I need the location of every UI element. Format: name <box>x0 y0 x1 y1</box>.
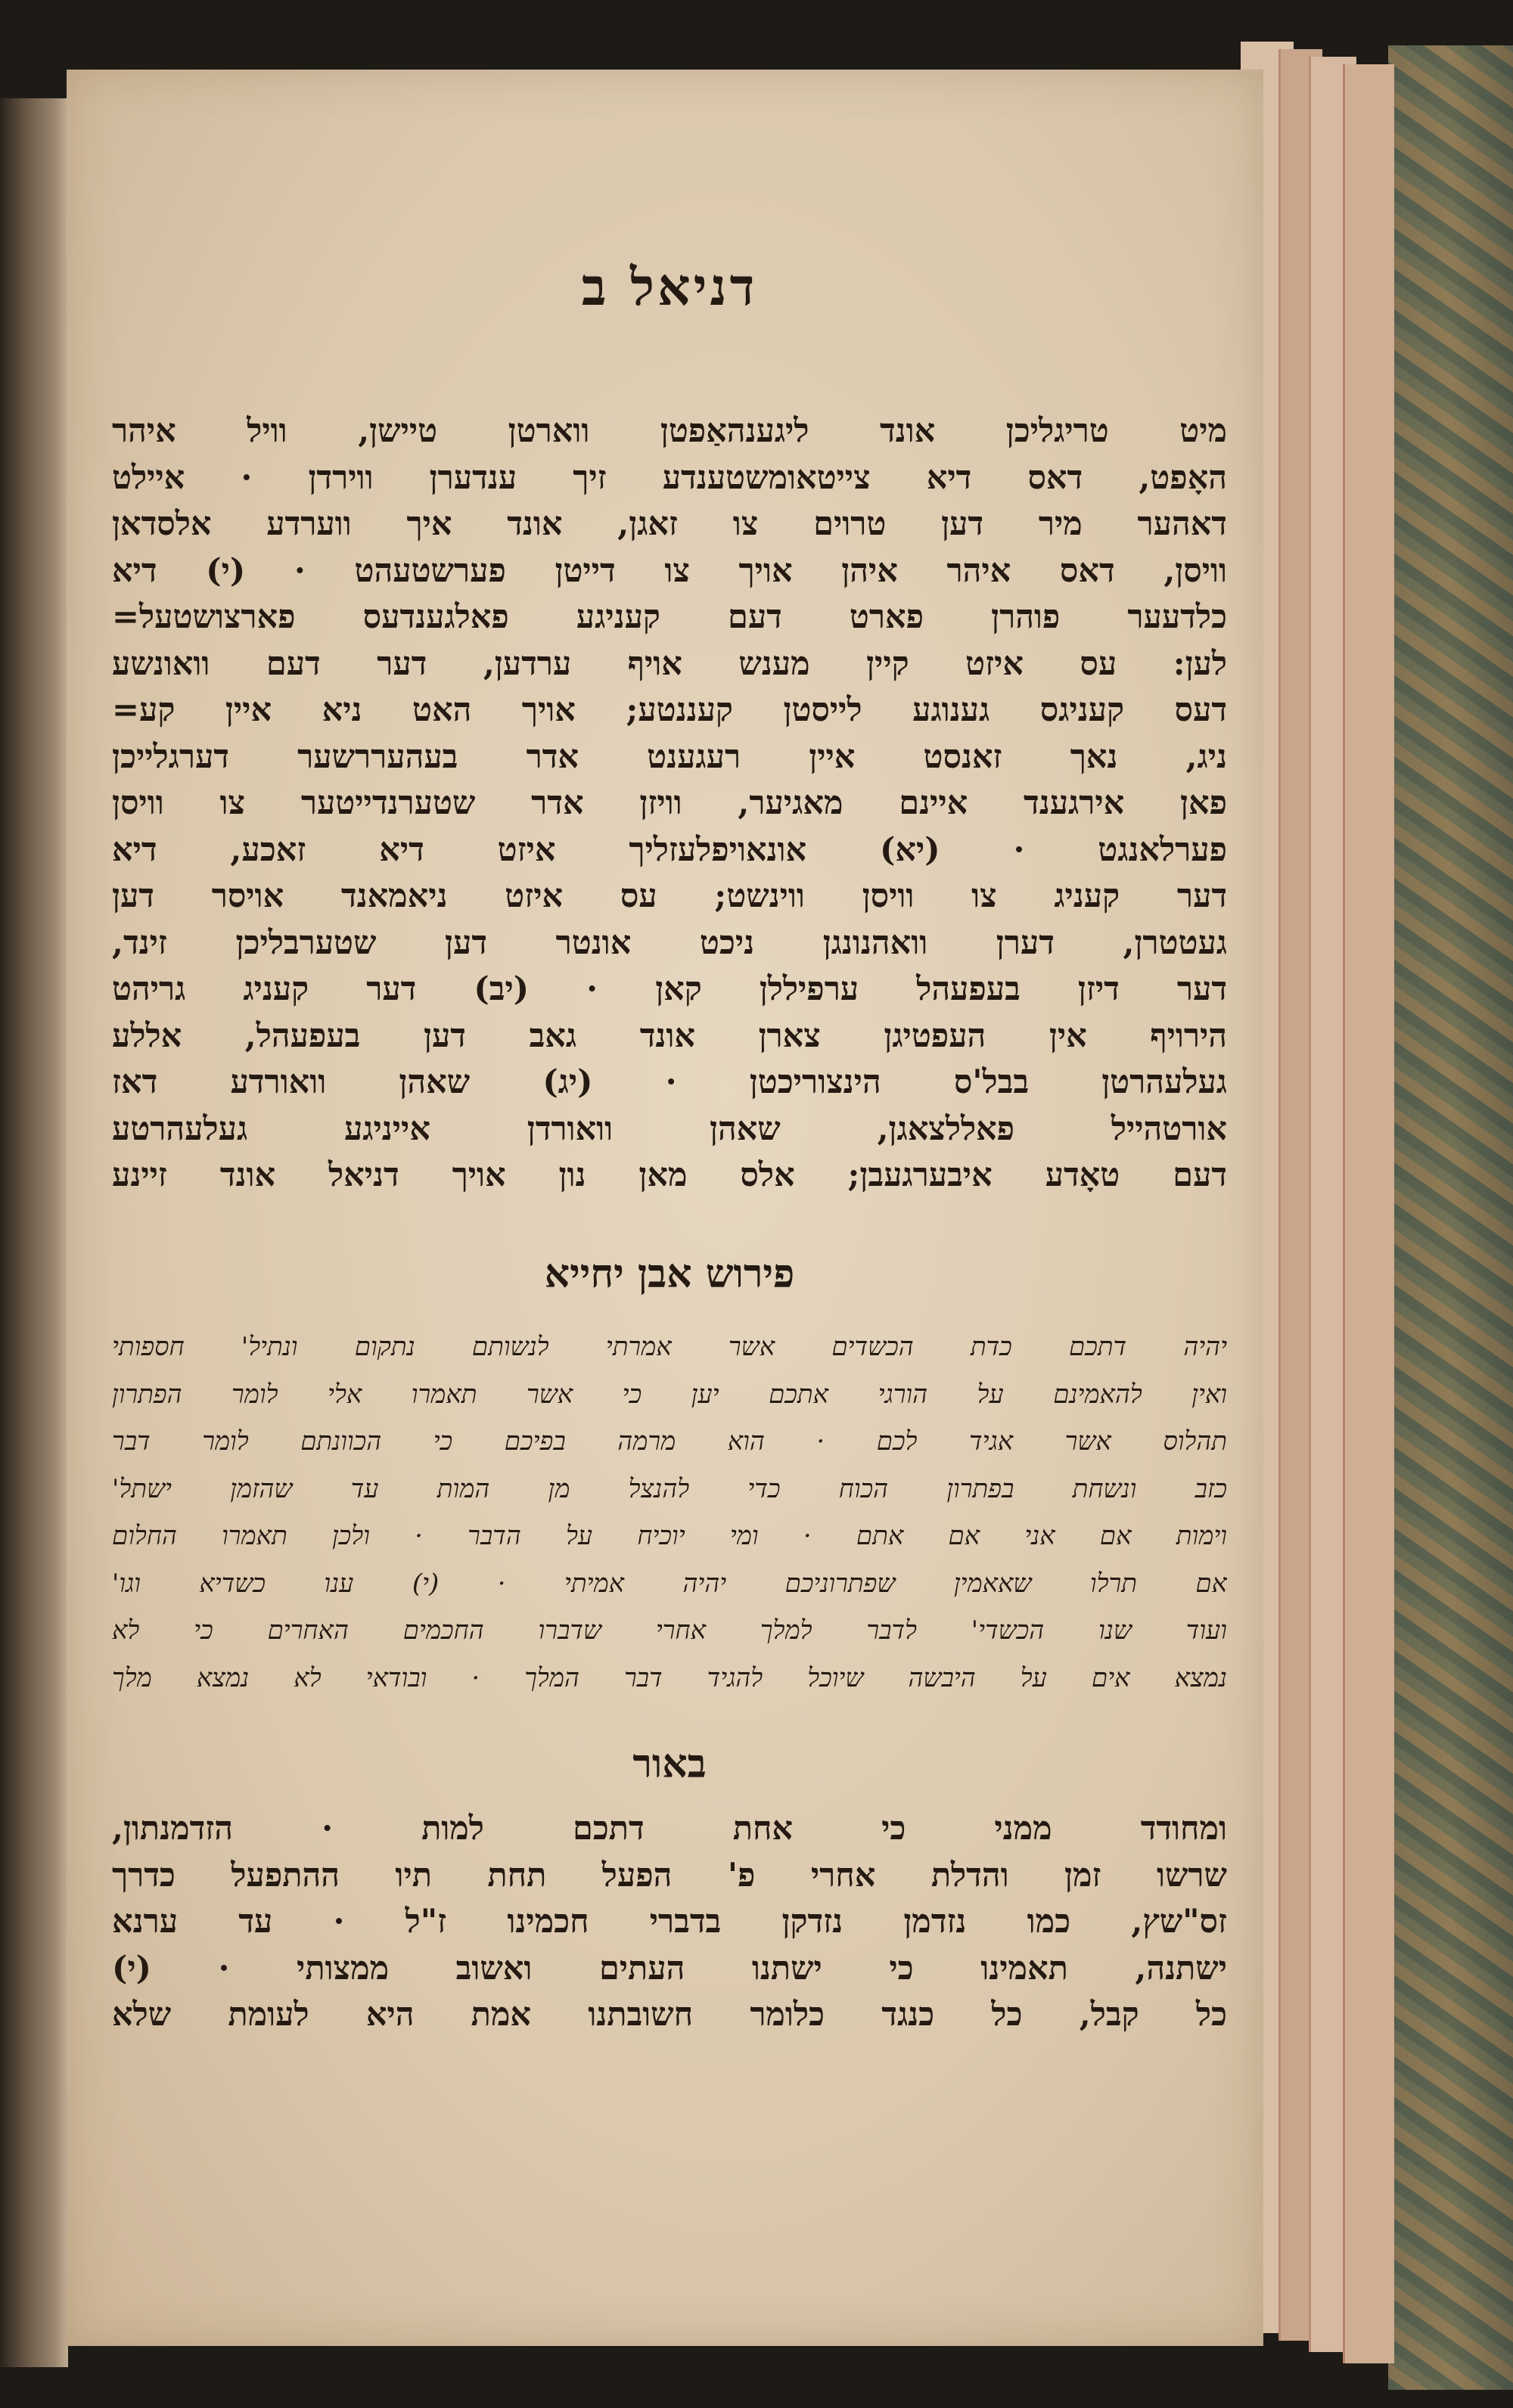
commentary-line: כזב ונשחת בפתרון הכוח כדי להנצל מן המות עד שהזמן ישתל' <box>112 1473 1227 1504</box>
running-head: דניאל ב <box>581 257 758 318</box>
text-line: געלעהרטן בבל'ס הינצוריכטן · (יג) שאהן וואורדע דאז <box>112 1063 1227 1101</box>
text-line: געטטרן, דערן וואהנונגן ניכט אונטר דען שטערבליכן זינד, <box>112 923 1227 962</box>
text-line: וויסן, דאס איהר איהן אויך צו דייטן פערשטעהט · (י) דיא <box>112 551 1227 590</box>
yiddish-text-block <box>112 408 1227 1199</box>
text-line: מיט טריגליכן אונד ליגענהאַפטן ווארטן טיישן, וויל איהר <box>112 412 1227 450</box>
text-line: אורטהייל פאללצאגן, שאהן וואורדן אייניגע געלעהרטע <box>112 1109 1227 1148</box>
commentary-text-block <box>112 1323 1227 1702</box>
biur-line: ישתנה, תאמינו כי ישתנו העתים ואשוב ממצותי · (י) <box>112 1949 1227 1988</box>
biur-line: ומחודד ממני כי אחת דתכם למות · הזדמנתון, <box>112 1810 1227 1848</box>
text-line: לען: עס איזט קיין מענש אויף ערדען, דער דעם וואונשע <box>112 644 1227 683</box>
commentary-heading: פירוש אבן יחייא <box>544 1251 795 1297</box>
commentary-line: ועוד שנו הכשדי' לדבר למלך אחרי שדברו החכמים האחרים כי לא <box>112 1615 1227 1646</box>
biur-heading: באור <box>632 1741 707 1787</box>
text-line: פערלאנגט · (יא) אונאויפלעזליך איזט דיא זאכע, דיא <box>112 830 1227 869</box>
commentary-line: תהלוס אשר אגיד לכם · הוא מרמה בפיכם כי הכוונתם לומר דבר <box>112 1426 1227 1457</box>
text-line: דער קעניג צו וויסן ווינשט; עס איזט ניאמאנד אויסר דען <box>112 877 1227 915</box>
text-line: האָפט, דאס דיא צייטאומשטענדע זיך ענדערן ווירדן · איילט <box>112 458 1227 497</box>
commentary-line: וימות אם אני אם אתם · ומי יוכיח על הדבר · ולכן תאמרו החלום <box>112 1521 1227 1551</box>
commentary-line: ואין להאמינם על הורגי אתכם יען כי אשר תאמרו אלי לומר הפתרון <box>112 1379 1227 1410</box>
commentary-line: נמצא אים על היבשה שיוכל להגיד דבר המלך · ובודאי לא נמצא מלך <box>112 1662 1227 1693</box>
book-page <box>67 70 1263 2346</box>
commentary-line: אם תרלו שאאמין שפתרוניכם יהיה אמיתי · (י) ענו כשדיא וגו' <box>112 1568 1227 1599</box>
text-line: כלדעער פוהרן פארט דעם קעניגע פאלגענדעס פארצושטעל= <box>112 598 1227 636</box>
text-line: דעם טאָדע איבערגעבן; אלס מאן נון אויך דניאל אונד זיינע <box>112 1156 1227 1194</box>
biur-line: כל קבל, כל כנגד כלומר חשובתנו אמת היא לעומת שלא <box>112 1996 1227 2034</box>
text-line: ניג, נאך זאנסט איין רעגענט אדר בעהעררשער דערגלייכן <box>112 737 1227 776</box>
text-line: דאהער מיר דען טרוים צו זאגן, אונד איך ווערדע אלסדאן <box>112 505 1227 543</box>
book-cover-left <box>0 98 68 2367</box>
biur-text-block <box>112 1806 1227 2039</box>
text-line: דעס קעניגס גענוגע לייסטן קעננטע; אויך האט ניא איין קע= <box>112 691 1227 729</box>
text-line: פאן אירגענד איינם מאגיער, וויזן אדר שטערנדייטער צו וויסן <box>112 784 1227 822</box>
text-line: הירויף אין העפטיגן צארן אונד גאב דען בעפעהל, אללע <box>112 1016 1227 1055</box>
biur-line: שרשו זמן והדלת אחרי פ' הפעל תחת תיו ההתפעל כדרך <box>112 1856 1227 1894</box>
page-edge <box>1343 64 1394 2363</box>
commentary-line: יהיה דתכם כדת הכשדים אשר אמרתי לנשותם נתקום ונתיל' חספותי <box>112 1332 1227 1362</box>
biur-line: זס"שץ, כמו נזדמן נזדקן בדברי חכמינו ז"ל · עד ערנא <box>112 1903 1227 1941</box>
marbled-board-right <box>1388 45 1513 2390</box>
text-line: דער דיזן בעפעהל ערפיללן קאן · (יב) דער קעניג גריהט <box>112 970 1227 1008</box>
